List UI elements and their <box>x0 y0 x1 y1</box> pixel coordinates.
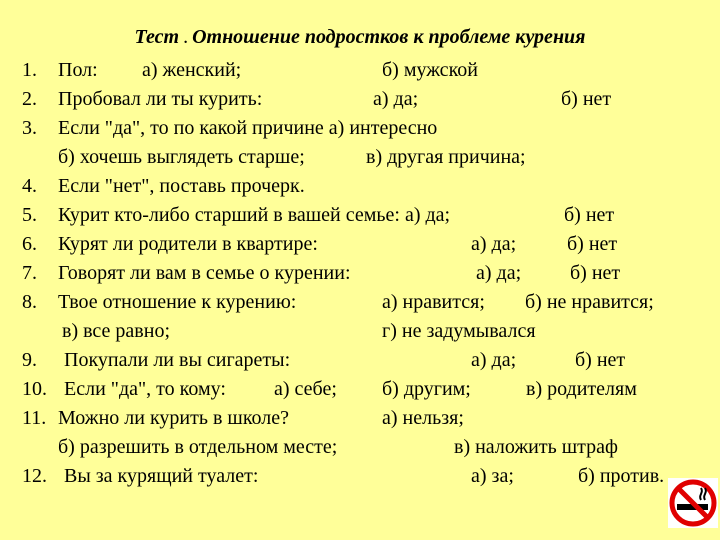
question-text: Если "да", то кому: <box>64 378 226 400</box>
answer-option: б) нет <box>567 233 618 255</box>
answer-option: б) нет <box>564 204 615 226</box>
question-number: 8. <box>22 291 37 313</box>
answer-option: б) не нравится; <box>525 291 654 313</box>
answer-option: а) да; <box>471 349 517 371</box>
answer-option: а) нельзя; <box>382 407 464 429</box>
question-text: Твое отношение к курению: <box>58 291 297 313</box>
answer-option: в) наложить штраф <box>454 436 618 458</box>
answer-option: г) не задумывался <box>382 320 536 342</box>
question-text: Если "нет", поставь прочерк. <box>58 175 305 197</box>
question-text: Пробовал ли ты курить: <box>58 88 263 110</box>
question-number: 10. <box>22 378 47 400</box>
page-title <box>0 26 720 49</box>
question-number: 11. <box>22 407 47 429</box>
question-number: 9. <box>22 349 37 371</box>
answer-option: а) да; <box>476 262 522 284</box>
answer-option: а) за; <box>471 465 514 487</box>
question-text: Пол: <box>58 59 98 81</box>
answer-option: б) мужской <box>382 59 478 81</box>
title-topic: Отношение подростков к проблеме курения <box>192 26 586 48</box>
question-text: Курят ли родители в квартире: <box>58 233 318 255</box>
question-number: 4. <box>22 175 37 197</box>
question-number: 6. <box>22 233 37 255</box>
answer-option: б) хочешь выглядеть старше; <box>58 146 305 168</box>
question-number: 12. <box>22 465 47 487</box>
question-number: 5. <box>22 204 37 226</box>
answer-option: б) против. <box>578 465 665 487</box>
question-text: Курит кто-либо старший в вашей семье: а) да; <box>58 204 451 226</box>
question-text: Говорят ли вам в семье о курении: <box>58 262 351 284</box>
question-number: 1. <box>22 59 37 81</box>
title-label: Тест <box>134 26 180 48</box>
question-text: Можно ли курить в школе? <box>58 407 290 429</box>
answer-option: б) нет <box>575 349 626 371</box>
answer-option: в) все равно; <box>62 320 171 342</box>
answer-option: б) другим; <box>382 378 471 400</box>
answer-option: а) да; <box>471 233 517 255</box>
answer-option: а) себе; <box>274 378 337 400</box>
title-dot: . <box>183 26 189 48</box>
answer-option: а) женский; <box>142 59 242 81</box>
answer-option: а) да; <box>373 88 419 110</box>
question-text: Покупали ли вы сигареты: <box>64 349 291 371</box>
answer-option: в) другая причина; <box>366 146 526 168</box>
question-text: Вы за курящий туалет: <box>64 465 259 487</box>
question-text: Если "да", то по какой причине а) интересно <box>58 117 438 139</box>
answer-option: б) нет <box>561 88 612 110</box>
answer-option: а) нравится; <box>382 291 485 313</box>
question-number: 7. <box>22 262 37 284</box>
no-smoking-icon <box>668 478 718 528</box>
question-number: 3. <box>22 117 37 139</box>
question-number: 2. <box>22 88 37 110</box>
answer-option: б) нет <box>570 262 621 284</box>
answer-option: б) разрешить в отдельном месте; <box>58 436 338 458</box>
answer-option: в) родителям <box>526 378 637 400</box>
